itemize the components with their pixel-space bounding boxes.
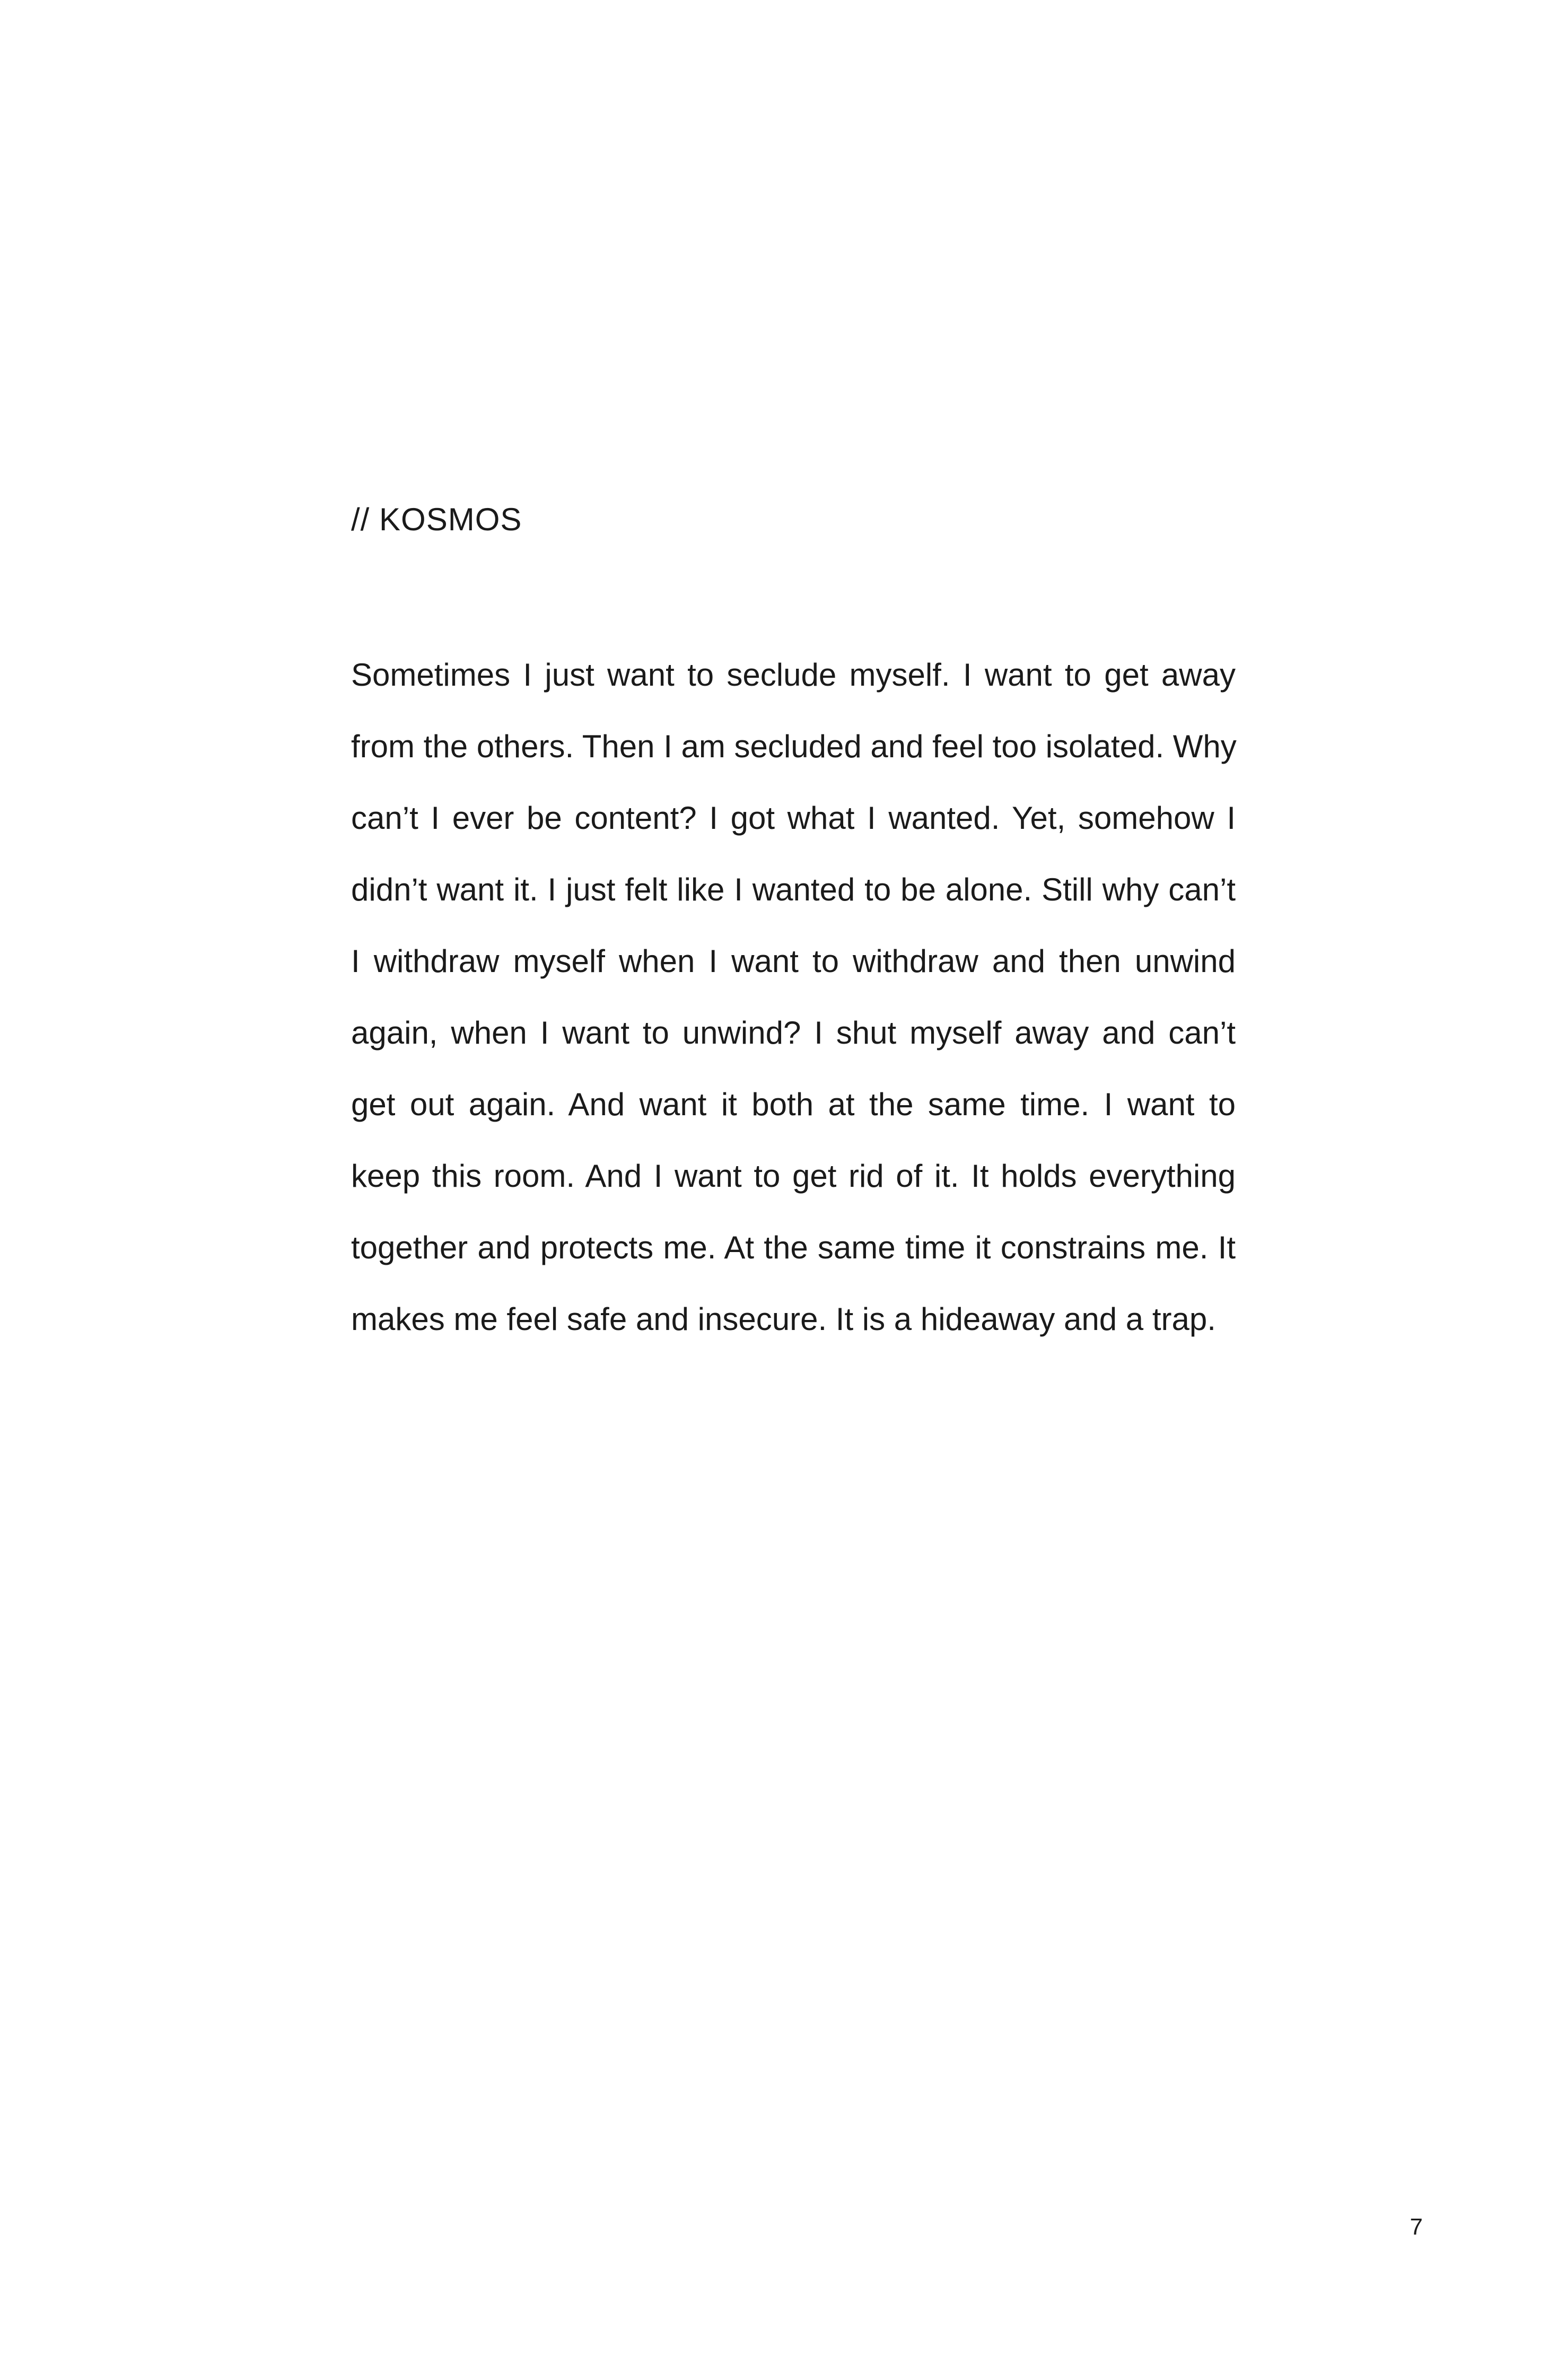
body-paragraph [351,639,1236,1355]
paragraph-line: Sometimes I just want to seclude myself. I want to get away [351,657,1236,693]
paragraph-line: together and protects me. At the same time it constrains me. It [351,1230,1236,1265]
paragraph-line: from the others. Then I am secluded and feel too isolated. Why [351,729,1237,764]
paragraph-line: can’t I ever be content? I got what I wanted. Yet, somehow I [351,800,1236,836]
paragraph-line: again, when I want to unwind? I shut myself away and can’t [351,1015,1236,1051]
paragraph-line: makes me feel safe and insecure. It is a hideaway and a trap. [351,1301,1216,1337]
paragraph-line: keep this room. And I want to get rid of it. It holds everything [351,1158,1236,1194]
paragraph-line: I withdraw myself when I want to withdraw and then unwind [351,943,1236,979]
paragraph-line: get out again. And want it both at the same time. I want to [351,1087,1236,1122]
paragraph-line: didn’t want it. I just felt like I wanted to be alone. Still why can’t [351,872,1236,907]
section-heading: // KOSMOS [351,502,522,537]
page-number: 7 [1410,2214,1423,2240]
